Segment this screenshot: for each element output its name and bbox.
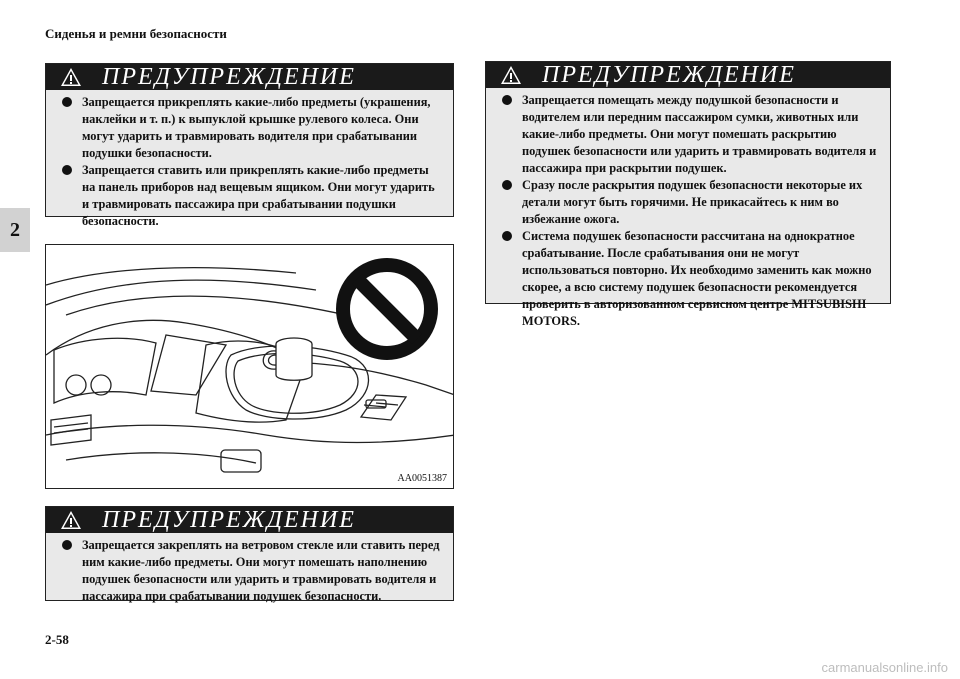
warning-header	[46, 507, 453, 533]
list-item: Сразу после раскрытия подушек безопасности некоторые их детали могут быть горячими. Не прикасайтесь к ним во избежание ожога.	[496, 177, 880, 228]
bullet-icon	[62, 540, 72, 550]
warning-title: ПРЕДУПРЕЖДЕНИЕ	[102, 507, 356, 533]
list-item: Запрещается закреплять на ветровом стекле или ставить перед ним какие-либо предметы. Они могут помешать наполнению подушек безопасности или ударить и травмировать водителя и пассажира при срабатывании подушек безопасности.	[56, 537, 443, 605]
bullet-icon	[502, 231, 512, 241]
bullet-icon	[502, 95, 512, 105]
bullet-icon	[62, 165, 72, 175]
list-item: Запрещается ставить или прикреплять какие-либо предметы на панель приборов над вещевым ящиком. Они могут ударить и травмировать пассажира при срабатывании подушки безопасности.	[56, 162, 443, 230]
chapter-tab-label: 2	[10, 218, 20, 241]
list-item: Запрещается прикреплять какие-либо предметы (украшения, наклейки и т. п.) к выпуклой крышке рулевого колеса. Они могут ударить и травмировать водителя при срабатывании подушки безопасности.	[56, 94, 443, 162]
chapter-tab	[0, 208, 30, 252]
warning-triangle-icon	[60, 67, 82, 87]
warning-title: ПРЕДУПРЕЖДЕНИЕ	[542, 62, 796, 88]
warning-triangle-icon	[500, 65, 522, 85]
warning-box-top-left	[45, 63, 454, 228]
watermark: carmanualsonline.info	[821, 660, 948, 675]
list-item: Система подушек безопасности рассчитана на однократное срабатывание. После срабатывания они не могут использоваться повторно. Их необходимо заменить как можно скорее, а всю систему подушек безопасности рекомендуется проверить в авторизованном сервисном центре MITSUBISHI MOTORS.	[496, 228, 880, 330]
warning-header	[46, 64, 453, 90]
bullet-icon	[62, 97, 72, 107]
prohibition-sign-icon	[343, 265, 431, 353]
page-number: 2-58	[45, 632, 69, 647]
dashboard-illustration	[45, 244, 454, 489]
dashboard-drawing	[46, 245, 454, 489]
warning-triangle-icon	[60, 510, 82, 530]
bullet-icon	[502, 180, 512, 190]
page-header-title: Сиденья и ремни безопасности	[45, 26, 227, 41]
warning-box-right	[485, 61, 891, 328]
figure-code: AA0051387	[397, 473, 447, 484]
list-item: Запрещается помещать между подушкой безопасности и водителем или передним пассажиром сумки, животных или какие-либо предметы. Они могут помешать раскрытию подушек безопасности или ударить и травмировать водителя и пассажира при раскрытии подушек.	[496, 92, 880, 177]
warning-box-bottom-left	[45, 506, 454, 601]
warning-title: ПРЕДУПРЕЖДЕНИЕ	[102, 64, 356, 90]
warning-header	[486, 62, 890, 88]
